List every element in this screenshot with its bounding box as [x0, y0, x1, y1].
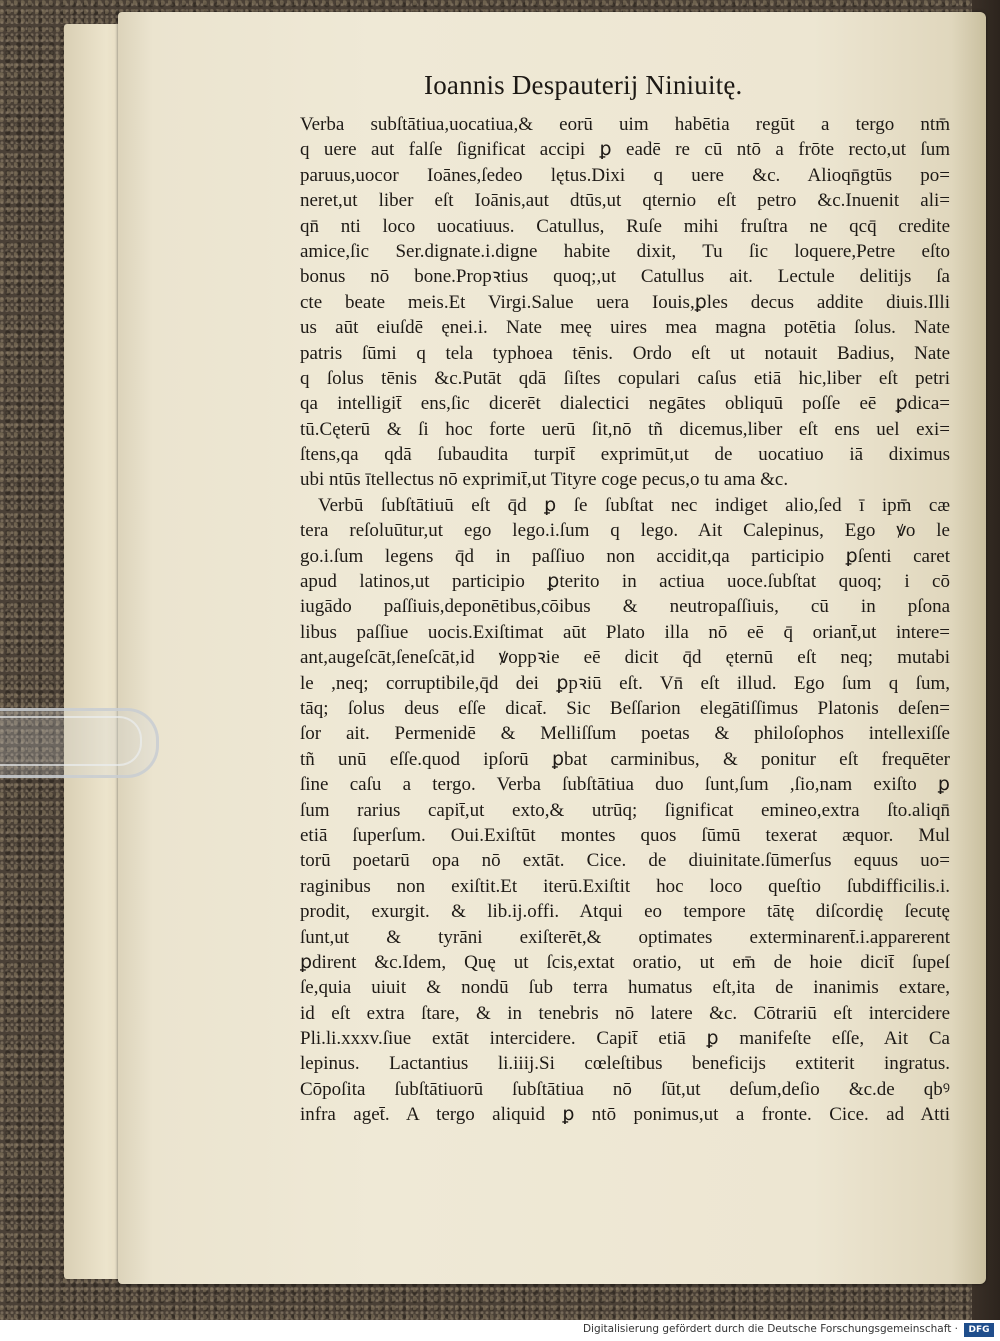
text-line: apud latinos,ut participio ꝑterito in actiua uoce.ſubſtat quoq; i cō	[300, 571, 950, 593]
running-head: Ioannis Despauterij Niniuitę.	[424, 70, 743, 100]
text-line: lepinus. Lactantius li.iiij.Si cœleſtibus beneficijs extiterit ingratus.	[300, 1053, 950, 1075]
text-line: ubi ntūs ītellectus nō exprimit̄,ut Tityre coge pecus,o tu ama &c.	[300, 469, 789, 491]
text-line: ꝑdirent &c.Idem, Quę ut ſcis,extat oratio, ut em̄ de hoie dicit̄ ſupeſ	[300, 951, 950, 973]
text-line: Verba subſtātiua,uocatiua,& eorū uim habētia regūt a tergo ntm̄	[300, 114, 950, 135]
text-line: tāq; ſolus deus eſſe dicat̄. Sic Beſſarion elegātiſſimus Platonis deſen=	[300, 697, 950, 719]
text-line: ſor ait. Permenidē & Melliſſum poetas & philoſophos intellexiſſe	[300, 723, 950, 745]
text-line: ſine caſu a tergo. Verba ſubſtātiua duo ſunt,ſum ,ſio,nam exiſto ꝑ	[300, 774, 950, 796]
text-line: us aūt eiuſdē ęnei.i. Nate meę uires mea magna potētia ſolus. Nate	[300, 317, 950, 339]
text-line: libus paſſiue uocis.Exiſtimat aūt Plato illa nō eē q̄ oriant̄,ut intere=	[300, 621, 950, 643]
text-line: Verbū ſubſtātiuū eſt q̄d ꝑ ſe ſubſtat nec indiget alio,ſed ī ipm̄ cæ	[318, 494, 950, 516]
text-line: ſtens,qa qdā ſubaudita turpit̄ exprimūt,ut de uocatiuo iā diximus	[300, 444, 950, 466]
text-line: le ,neq; corruptibile,q̄d dei ꝑpꝛiū eſt. Vn̄ eſt illud. Ego ſum q ſum,	[300, 672, 950, 694]
text-line: tera reſoluūtur,ut ego lego.i.ſum q lego. Ait Calepinus, Ego ꝟo le	[300, 520, 950, 542]
text-line: cte beate meis.Et Virgi.Salue uera Iouis,ꝑles decus addite diuis.Illi	[300, 291, 950, 313]
text-line: qa intelligit̄ ens,ſic dicerēt dialectici negātes obliquū poſſe eē ꝑdica=	[300, 393, 950, 415]
text-line: tū.Cęterū & ſi hoc forte uerū ſit,nō tñ dicemus,liber eſt ens uel exi=	[300, 418, 950, 440]
paper-clip-inner	[0, 716, 142, 766]
body-text	[300, 112, 950, 1128]
text-line: q uere aut falſe ſignificat accipi ꝑ eadē re cū ntō a frōte recto,ut ſum	[300, 139, 950, 161]
text-line: raginibus non exiſtit.Et iterū.Exiſtit hoc loco queſtio ſubdifficilis.i.	[300, 875, 950, 897]
text-line: tñ unū eſſe.quod ipſorū ꝑbat carminibus, & ponitur eſt frequēter	[300, 748, 950, 770]
text-line: ant,augeſcāt,ſeneſcāt,id ꝟoppꝛie eē dicit q̄d ęternū eſt neq; mutabi	[300, 647, 950, 669]
text-line: paruus,uocor Ioānes,ſedeo lętus.Dixi q uere &c. Alioqn̄gtūs po=	[300, 164, 950, 186]
text-line: infra aget̄. A tergo aliquid ꝑ ntō ponimus,ut a fronte. Cice. ad Atti	[300, 1104, 950, 1126]
text-line: ſum rarius capit̄,ut exto,& utrūq; ſignificat emineo,extra ſto.aliqn̄	[300, 799, 950, 821]
text-line: go.i.ſum legens q̄d in paſſiuo non accidit,qa participio ꝑſenti caret	[300, 545, 950, 567]
text-line: prodit, exurgit. & lib.ij.offi. Atqui eo tempore tātę diſcordię ſecutę	[300, 901, 950, 923]
text-line: neret,ut liber eſt Ioānis,aut dtūs,ut qternio eſt petro &c.Inuenit ali=	[300, 190, 950, 212]
text-line: etiā ſuperſum. Oui.Exiſtūt montes quos ſūmū texerat æquor. Mul	[300, 824, 950, 846]
text-line: ſunt,ut & tyrāni exiſterēt,& optimates exterminarent̄.i.apparerent	[300, 926, 950, 948]
text-line: iugādo paſſiuis,deponētibus,cōibus & neutropaſſiuis, cū in pſona	[300, 596, 950, 618]
text-line: patris ſūmi q tela typhoea tēnis. Ordo eſt ut notauit Badius, Nate	[300, 342, 950, 364]
text-line: amice,ſic Ser.dignate.i.digne habite dixit, Tu ſic loquere,Petre eſto	[300, 240, 950, 262]
footer-credit: Digitalisierung gefördert durch die Deutsche Forschungsgemeinschaft ·	[582, 1323, 958, 1335]
footer-bar	[0, 1320, 1000, 1341]
text-line: bonus nō bone.Propꝛtius quoq;,ut Catullus ait. Lectule delitijs ſa	[300, 266, 950, 288]
text-line: q ſolus tēnis &c.Putāt qdā ſiſtes copulari caſus etiā hic,liber eſt petri	[300, 367, 950, 389]
text-line: Pli.li.xxxv.ſiue extāt intercidere. Capit̄ etiā ꝑ manifeſte eſſe, Ait Ca	[300, 1028, 950, 1050]
text-line: torū poetarū opa nō extāt. Cice. de diuinitate.ſūmerſus equus uo=	[300, 850, 950, 872]
text-line: id eſt extra ſtare, & in tenebris nō latere &c. Cōtrariū eſt intercidere	[300, 1002, 950, 1024]
text-line: Cōpoſita ſubſtātiuorū ſubſtātiua nō ſūt,ut deſum,deſio &c.de qbꝰ	[300, 1078, 950, 1100]
text-line: ſe,quia uiuit & nondū ſub terra humatus eſt,ita de inanimis extare,	[300, 977, 950, 999]
text-line: qn̄ nti loco uocatiuus. Catullus, Ruſe mihi fruſtra ne qcq̄ credite	[300, 215, 950, 237]
dfg-logo: DFG	[964, 1323, 994, 1337]
